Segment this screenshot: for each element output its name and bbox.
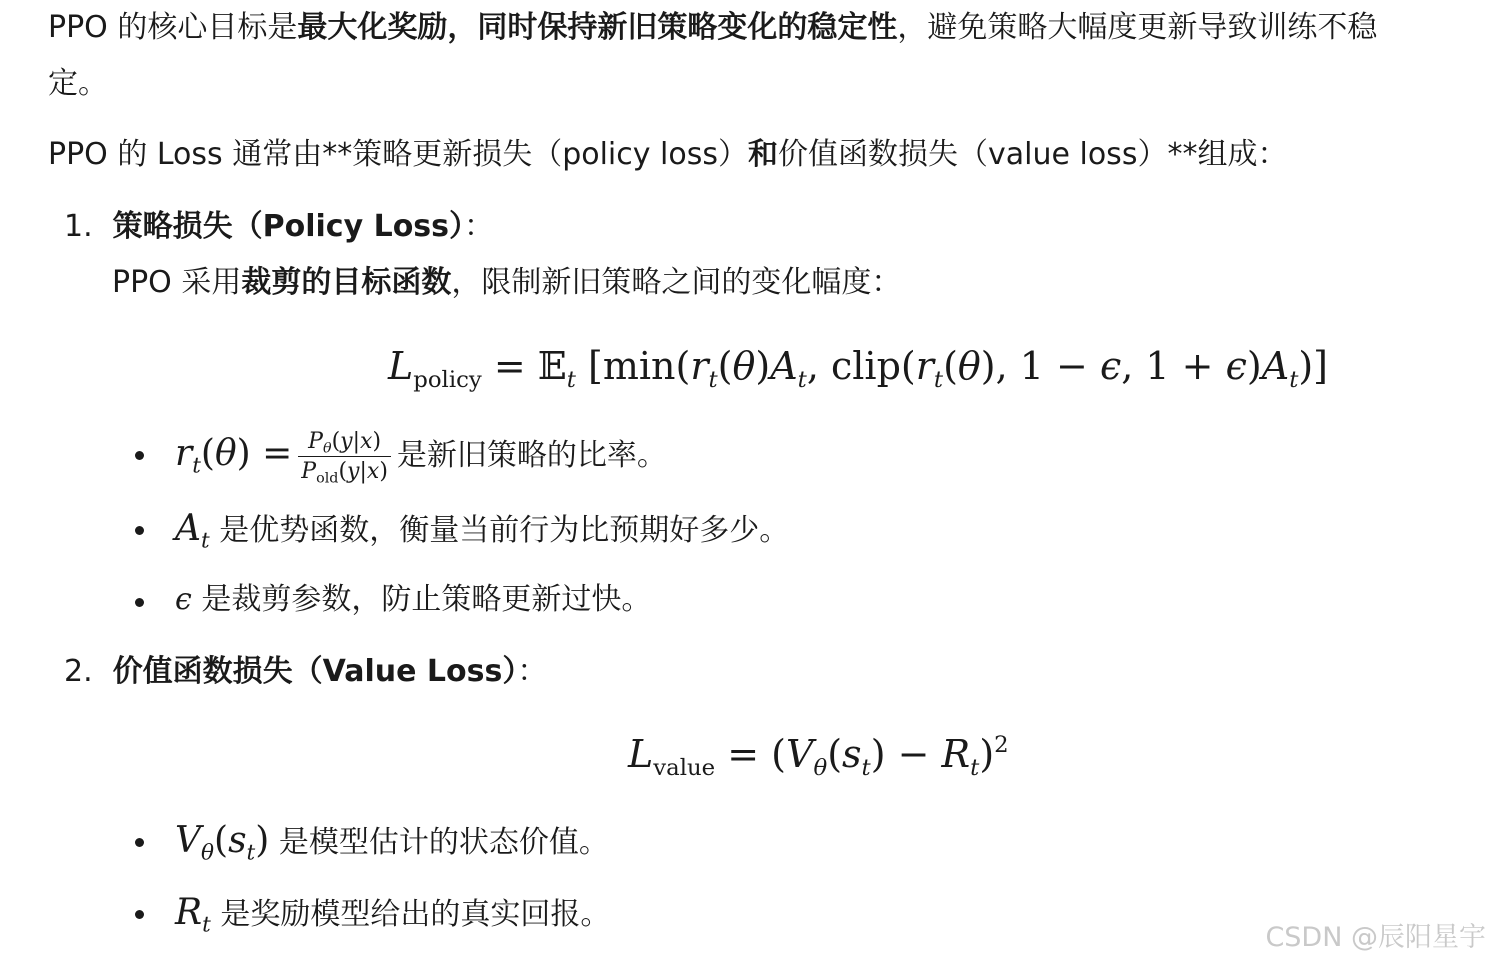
policy-desc-bold: 裁剪的目标函数	[241, 265, 452, 300]
policy-heading	[64, 209, 495, 244]
policy-description	[112, 265, 902, 300]
ratio-text: 是新旧策略的比率。	[396, 438, 667, 473]
composition-pre: PPO 的 Loss 通常由**策略更新损失（policy loss）	[48, 137, 749, 172]
ratio-bullet: $r_t(\theta)$ = $\frac{P_\theta(y|x)}{P_{old}(y|x)}$ 是新旧策略的比率。	[175, 428, 667, 487]
policy-heading-colon: ：	[464, 209, 495, 244]
intro-line-1	[48, 10, 1378, 45]
return-bullet: $R_t$ 是奖励模型给出的真实回报。	[175, 892, 611, 938]
value-number: 2.	[64, 654, 93, 689]
bullet-dot	[135, 598, 144, 607]
value-heading-colon: ：	[517, 654, 548, 689]
advantage-bullet: $A_t$ 是优势函数，衡量当前行为比预期好多少。	[175, 508, 790, 554]
value-text: 是模型估计的状态价值。	[278, 825, 609, 860]
policy-heading-text: 策略损失（Policy Loss）	[112, 209, 465, 244]
return-text: 是奖励模型给出的真实回报。	[220, 897, 611, 932]
policy-loss-formula: $L_{policy}$ = 𝔼$_t$ [$\min(r_t(\theta)A_t$, $clip(r_t(\theta)$, 1 − ϵ, $1 + \epsilon)A_t$)]	[388, 344, 1329, 393]
epsilon-bullet: ϵ 是裁剪参数，防止策略更新过快。	[175, 582, 652, 617]
value-heading	[64, 654, 548, 689]
policy-number: 1.	[64, 209, 93, 244]
bullet-dot	[135, 451, 144, 460]
composition-line	[48, 137, 1288, 172]
intro-text-bold: 最大化奖励，同时保持新旧策略变化的稳定性	[297, 10, 898, 45]
intro-text-post: ，避免策略大幅度更新导致训练不稳	[897, 10, 1378, 45]
intro-text-end: 定。	[48, 66, 108, 101]
advantage-text: 是优势函数，衡量当前行为比预期好多少。	[219, 513, 790, 548]
value-bullet: $V_\theta(s_t)$ 是模型估计的状态价值。	[175, 820, 609, 866]
intro-line-2	[48, 66, 108, 101]
epsilon-text: 是裁剪参数，防止策略更新过快。	[201, 582, 652, 617]
csdn-watermark: CSDN @辰阳星宇	[1265, 922, 1486, 953]
ratio-fraction: $\frac{P_\theta(y|x)}{P_{old}(y|x)}$	[298, 429, 391, 485]
value-loss-formula: $L_{value} = (V_\theta(s_t) - R_t)^2$	[628, 732, 1009, 781]
composition-bold: 和	[748, 137, 779, 172]
policy-desc-pre: PPO 采用	[112, 265, 242, 300]
bullet-dot	[135, 838, 144, 847]
value-heading-text: 价值函数损失（Value Loss）	[112, 654, 518, 689]
composition-post: 价值函数损失（value loss）**组成：	[778, 137, 1288, 172]
intro-text-pre: PPO 的核心目标是	[48, 10, 298, 45]
policy-desc-post: ，限制新旧策略之间的变化幅度：	[451, 265, 902, 300]
bullet-dot	[135, 910, 144, 919]
bullet-dot	[135, 526, 144, 535]
